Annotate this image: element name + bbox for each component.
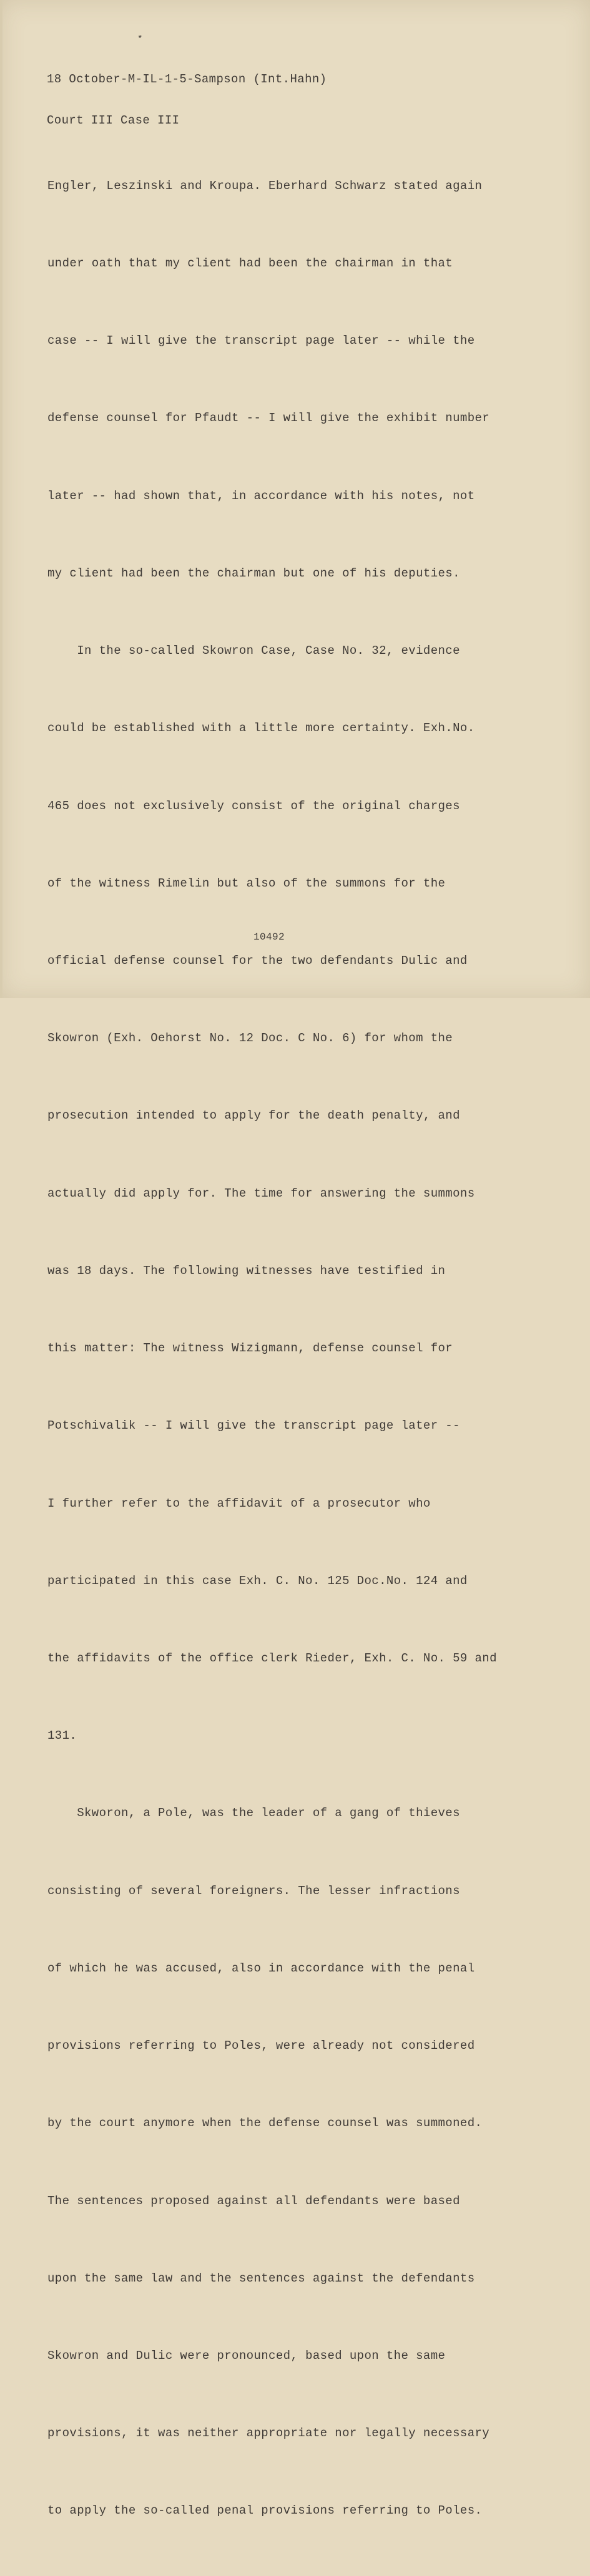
header-line-1: 18 October-M-IL-1-5-Sampson (Int.Hahn) xyxy=(47,72,327,86)
text-line: the affidavits of the office clerk Rieder, Exh. C. No. 59 and xyxy=(47,1651,497,1665)
text-line: In the so-called Skowron Case, Case No. 32, evidence xyxy=(47,644,460,658)
page-number: 10492 xyxy=(253,931,285,943)
text-line: Skworon, a Pole, was the leader of a gang of thieves xyxy=(47,1806,460,1820)
header-line-2: Court III Case III xyxy=(47,114,180,127)
text-line: case -- I will give the transcript page later -- while the xyxy=(47,334,475,348)
text-line: actually did apply for. The time for answering the summons xyxy=(47,1186,475,1200)
text-line: provisions referring to Poles, were already not considered xyxy=(47,2039,475,2053)
text-line: of the witness Rimelin but also of the summons for the xyxy=(47,876,446,890)
text-line: Skowron (Exh. Oehorst No. 12 Doc. C No. 6) for whom the xyxy=(47,1031,453,1046)
text-line: official defense counsel for the two defendants Dulic and xyxy=(47,954,468,968)
text-line: participated in this case Exh. C. No. 125 Doc.No. 124 and xyxy=(47,1573,468,1588)
text-line: 131. xyxy=(47,1729,77,1743)
text-line: I further refer to the affidavit of a prosecutor who xyxy=(47,1496,431,1510)
text-line: defense counsel for Pfaudt -- I will give the exhibit number xyxy=(47,411,490,425)
text-line: Engler, Leszinski and Kroupa. Eberhard Schwarz stated again xyxy=(47,178,483,193)
header-asterisk: * xyxy=(137,34,143,44)
text-line: prosecution intended to apply for the death penalty, and xyxy=(47,1109,460,1123)
text-line: upon the same law and the sentences against the defendants xyxy=(47,2271,475,2285)
text-line: The sentences proposed against all defendants were based xyxy=(47,2194,460,2208)
page-edge xyxy=(0,0,2,998)
text-line: to apply the so-called penal provisions referring to Poles. xyxy=(47,2504,483,2518)
text-line: by the court anymore when the defense counsel was summoned. xyxy=(47,2116,483,2131)
text-line: later -- had shown that, in accordance with his notes, not xyxy=(47,488,475,503)
text-line: 465 does not exclusively consist of the original charges xyxy=(47,799,460,813)
text-line: of which he was accused, also in accordance with the penal xyxy=(47,1961,475,1975)
text-line: under oath that my client had been the chairman in that xyxy=(47,256,453,271)
text-line: Skowron and Dulic were pronounced, based upon the same xyxy=(47,2348,446,2363)
text-line: provisions, it was neither appropriate nor legally necessary xyxy=(47,2426,490,2441)
text-line: this matter: The witness Wizigmann, defense counsel for xyxy=(47,1341,453,1356)
text-line: consisting of several foreigners. The lesser infractions xyxy=(47,1883,460,1898)
text-line: could be established with a little more certainty. Exh.No. xyxy=(47,721,475,736)
text-line: was 18 days. The following witnesses have testified in xyxy=(47,1263,446,1278)
document-body xyxy=(47,122,497,2576)
text-line: my client had been the chairman but one of his deputies. xyxy=(47,566,460,580)
text-line: Potschivalik -- I will give the transcript page later -- xyxy=(47,1419,460,1433)
